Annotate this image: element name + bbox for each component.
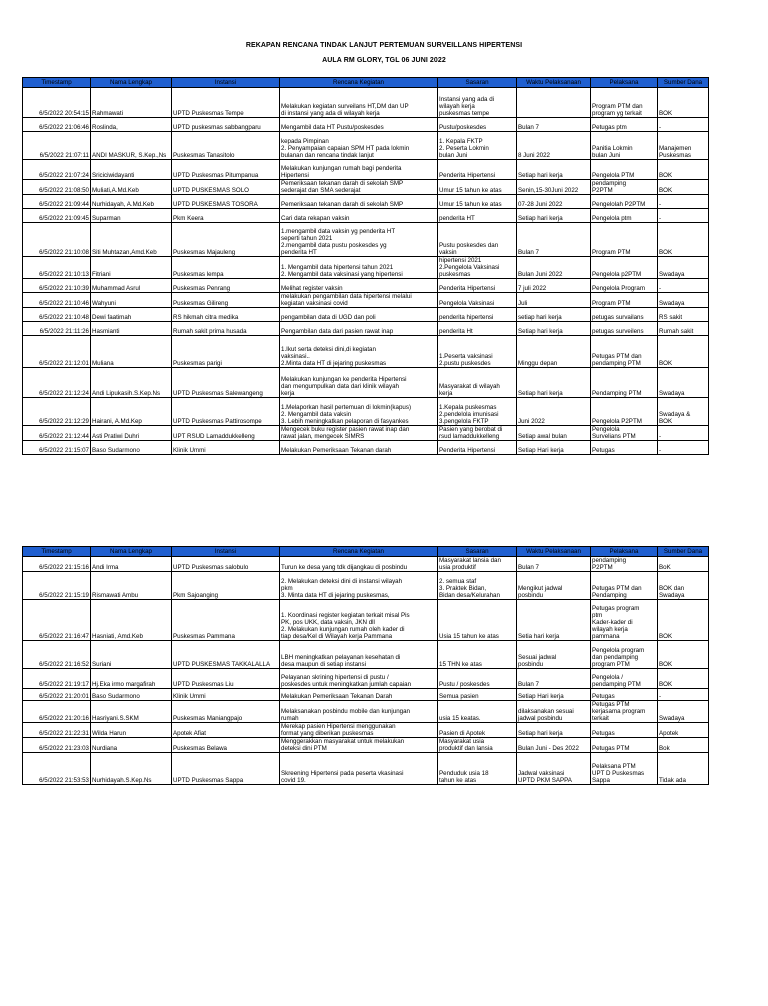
- cell-pelaksana: pendamping P2PTM: [591, 180, 658, 195]
- table-row: [23, 257, 709, 279]
- cell-nama-lengkap: Sriciciwidayanti: [91, 160, 172, 180]
- cell-sumber-dana: BOK: [658, 600, 709, 641]
- table-row: [23, 557, 709, 572]
- cell-sasaran: Pustu / poskesdes: [438, 669, 517, 689]
- cell-nama-lengkap: Hasniati, Amd.Keb: [91, 600, 172, 641]
- cell-sumber-dana: BOK: [658, 180, 709, 195]
- col-header-pelaksana: Pelaksana: [591, 547, 658, 557]
- cell-instansi: UPTD Puskesmas Pitumpanua: [172, 160, 280, 180]
- cell-instansi: Puskesmas lempa: [172, 257, 280, 279]
- cell-instansi: Puskesmas Pammana: [172, 600, 280, 641]
- col-header-sasaran: Sasaran: [438, 78, 517, 88]
- cell-pelaksana: Petugas: [591, 441, 658, 455]
- cell-waktu-pelaksanaan: Setiap hari kerja: [517, 209, 591, 223]
- cell-timestamp: 6/5/2022 21:08:50: [23, 180, 91, 195]
- cell-timestamp: 6/5/2022 21:20:16: [23, 701, 91, 723]
- table-row: [23, 753, 709, 785]
- cell-waktu-pelaksanaan: Senin,15-30Juni 2022: [517, 180, 591, 195]
- cell-pelaksana: petugas surveilens: [591, 322, 658, 336]
- cell-pelaksana: Pengelola / pendamping PTM: [591, 669, 658, 689]
- cell-sumber-dana: RS sakit: [658, 308, 709, 322]
- cell-waktu-pelaksanaan: Setiap hari kerja: [517, 368, 591, 398]
- cell-instansi: Puskesmas Tanasitolo: [172, 132, 280, 160]
- table-header-row: [23, 547, 709, 557]
- table-row: [23, 132, 709, 160]
- cell-instansi: UPTD PUSKESMAS TOSORA: [172, 195, 280, 209]
- table-row: [23, 195, 709, 209]
- cell-nama-lengkap: Rahmawati: [91, 88, 172, 118]
- cell-rencana-kegiatan: Melaksanakan posbindu mobile dan kunjungan rumah: [280, 701, 438, 723]
- cell-waktu-pelaksanaan: Setiap awal bulan: [517, 426, 591, 441]
- document-subtitle: AULA RM GLORY, TGL 06 JUNI 2022: [322, 57, 446, 64]
- cell-nama-lengkap: Baso Sudarmono: [91, 689, 172, 701]
- cell-waktu-pelaksanaan: Juni 2022: [517, 398, 591, 426]
- col-header-rencana-kegiatan: Rencana Kegiatan: [280, 547, 438, 557]
- cell-waktu-pelaksanaan: setiap hari kerja: [517, 308, 591, 322]
- table-row: [23, 738, 709, 753]
- cell-sasaran: 1. Kepala FKTP 2. Peserta Lokmin bulan Juni: [438, 132, 517, 160]
- cell-nama-lengkap: ANDI MASKUR, S.Kep.,Ns: [91, 132, 172, 160]
- cell-waktu-pelaksanaan: Bulan Juni - Des 2022: [517, 738, 591, 753]
- cell-instansi: Rumah sakit prima husada: [172, 322, 280, 336]
- col-header-sumber-dana: Sumber Dana: [658, 78, 709, 88]
- cell-rencana-kegiatan: Pemeriksaan tekanan darah di sekolah SMP sederajat dan SMA sederajat: [280, 180, 438, 195]
- table-row: [23, 368, 709, 398]
- cell-sasaran: 2. semua staf 3. Praktek Bidan, Bidan desa/Kelurahan: [438, 572, 517, 600]
- cell-waktu-pelaksanaan: Bulan Juni 2022: [517, 257, 591, 279]
- table-row: [23, 223, 709, 257]
- cell-sasaran: Umur 15 tahun ke atas: [438, 195, 517, 209]
- cell-sasaran: Penderita Hipertensi: [438, 279, 517, 293]
- cell-instansi: UPTD Puskesmas salobulo: [172, 557, 280, 572]
- cell-rencana-kegiatan: Melakukan kunjungan ke penderita Hipertensi dan mengumpulkan data dari klinik wilayah kerja: [280, 368, 438, 398]
- cell-waktu-pelaksanaan: Setiap hari kerja: [517, 322, 591, 336]
- cell-rencana-kegiatan: 1. Mengambil data hipertensi tahun 2021 2. Mengambil data vaksinasi yang hipertensi: [280, 257, 438, 279]
- cell-pelaksana: Pengelola p2PTM: [591, 257, 658, 279]
- col-header-timestamp: Timestamp: [23, 78, 91, 88]
- table-row: [23, 293, 709, 308]
- cell-sasaran: Pustu/poskesdes: [438, 118, 517, 132]
- cell-sasaran: 1.Kepala puskesmas 2.pendelola imunisasi 3.pengelola FKTP: [438, 398, 517, 426]
- cell-sasaran: Semua pasien: [438, 689, 517, 701]
- col-header-instansi: Instansi: [172, 547, 280, 557]
- cell-rencana-kegiatan: Mengecek buku register pasien rawat inap dan rawat jalan, mengecek SIMRS: [280, 426, 438, 441]
- cell-timestamp: 6/5/2022 21:15:16: [23, 557, 91, 572]
- cell-timestamp: 6/5/2022 20:54:15: [23, 88, 91, 118]
- cell-sumber-dana: Tidak ada: [658, 753, 709, 785]
- cell-sasaran: hipertensi 2021 2.Pengelola Vaksinasi puskesmas: [438, 257, 517, 279]
- col-header-nama-lengkap: Nama Lengkap: [91, 78, 172, 88]
- cell-instansi: UPTD puskesmas sabbangparu: [172, 118, 280, 132]
- cell-pelaksana: petugas survailans: [591, 308, 658, 322]
- cell-rencana-kegiatan: 1. Koordinasi register kegiatan terkait misal Pis PK, pos UKK, data vaksin, JKN dll 2. Melakukan kunjungan rumah oleh kader di tiap desa/Kel di Wilayah kerja Pammana: [280, 600, 438, 641]
- table-row: [23, 572, 709, 600]
- cell-instansi: Apotek Afiat: [172, 723, 280, 738]
- col-header-pelaksana: Pelaksana: [591, 78, 658, 88]
- cell-pelaksana: Petugas program ptm Kader-kader di wilayah kerja pammana: [591, 600, 658, 641]
- table-row: [23, 426, 709, 441]
- cell-timestamp: 6/5/2022 21:22:31: [23, 723, 91, 738]
- cell-instansi: Puskesmas Penrang: [172, 279, 280, 293]
- cell-timestamp: 6/5/2022 21:12:01: [23, 336, 91, 368]
- cell-sumber-dana: BOK: [658, 669, 709, 689]
- cell-instansi: UPTD PUSKESMAS SOLO: [172, 180, 280, 195]
- cell-pelaksana: Petugas PTM dan pendamping PTM: [591, 336, 658, 368]
- cell-timestamp: 6/5/2022 21:16:47: [23, 600, 91, 641]
- cell-rencana-kegiatan: kepada Pimpinan 2. Penyampaian capaian SPM HT pada lokmin bulanan dan rencana tindak lanjut: [280, 132, 438, 160]
- cell-nama-lengkap: Suparman: [91, 209, 172, 223]
- table-row: [23, 322, 709, 336]
- cell-timestamp: 6/5/2022 21:15:07: [23, 441, 91, 455]
- cell-sumber-dana: Swadaya & BOK: [658, 398, 709, 426]
- cell-rencana-kegiatan: Melakukan Pemeriksaan Tekanan Darah: [280, 689, 438, 701]
- cell-sumber-dana: Swadaya: [658, 368, 709, 398]
- cell-pelaksana: Pengelola program dan pendamping program PTM: [591, 641, 658, 669]
- cell-rencana-kegiatan: Merekap pasien Hipertensi menggunakan format yang diberikan puskesmas: [280, 723, 438, 738]
- cell-timestamp: 6/5/2022 21:15:19: [23, 572, 91, 600]
- cell-instansi: Puskesmas Gilireng: [172, 293, 280, 308]
- cell-timestamp: 6/5/2022 21:10:08: [23, 223, 91, 257]
- cell-waktu-pelaksanaan: Setiap hari kerja: [517, 723, 591, 738]
- col-header-rencana-kegiatan: Rencana Kegiatan: [280, 78, 438, 88]
- col-header-waktu-pelaksanaan: Waktu Pelaksanaan: [517, 78, 591, 88]
- cell-pelaksana: Pendamping PTM: [591, 368, 658, 398]
- cell-rencana-kegiatan: 2. Melakukan deteksi dini di instansi wilayah pkm 3. Minta data HT di jejaring puskesmas,: [280, 572, 438, 600]
- cell-rencana-kegiatan: 1.Ikut serta deteksi dini,di kegiatan vaksinasi.. 2.Minta data HT di jejaring puskesmas: [280, 336, 438, 368]
- cell-pelaksana: Pelaksana PTM UPT D Puskesmas Sappa: [591, 753, 658, 785]
- cell-pelaksana: Pengelola P2PTM: [591, 398, 658, 426]
- cell-timestamp: 6/5/2022 21:23:03: [23, 738, 91, 753]
- cell-instansi: RS hikmah citra medika: [172, 308, 280, 322]
- table-row: [23, 279, 709, 293]
- rencana-table-2: [22, 546, 709, 785]
- cell-waktu-pelaksanaan: [517, 88, 591, 118]
- cell-timestamp: 6/5/2022 21:19:17: [23, 669, 91, 689]
- cell-timestamp: 6/5/2022 21:11:26: [23, 322, 91, 336]
- cell-sumber-dana: BOK: [658, 641, 709, 669]
- cell-nama-lengkap: Nurhidayah.S.Kep.Ns: [91, 753, 172, 785]
- cell-sasaran: Pasien yang berobat di rsud lamaddukkelleng: [438, 426, 517, 441]
- cell-pelaksana: Panitia Lokmin bulan Juni: [591, 132, 658, 160]
- cell-instansi: UPTD Puskesmas Pattirosompe: [172, 398, 280, 426]
- cell-nama-lengkap: Siti Muhtazan,Amd.Keb: [91, 223, 172, 257]
- cell-sumber-dana: BoK: [658, 557, 709, 572]
- cell-sasaran: Masyarakat lansia dan usia produktif: [438, 557, 517, 572]
- cell-pelaksana: Pengelola PTM: [591, 160, 658, 180]
- cell-waktu-pelaksanaan: Sesuai jadwal posbindu: [517, 641, 591, 669]
- cell-instansi: Puskesmas Majauleng: [172, 223, 280, 257]
- rencana-table-1: [22, 77, 709, 455]
- cell-sumber-dana: -: [658, 209, 709, 223]
- cell-sasaran: usia 15 keatas.: [438, 701, 517, 723]
- table-row: [23, 441, 709, 455]
- cell-sumber-dana: -: [658, 441, 709, 455]
- cell-waktu-pelaksanaan: Bulan 7: [517, 118, 591, 132]
- cell-sasaran: 1.Peserta vaksinasi 2.pustu puskesdes: [438, 336, 517, 368]
- document-title: REKAPAN RENCANA TINDAK LANJUT PERTEMUAN SURVEILLANS HIPERTENSI: [245, 42, 523, 49]
- cell-sumber-dana: Rumah sakit: [658, 322, 709, 336]
- cell-rencana-kegiatan: Turun ke desa yang tdk dijangkau di posbindu: [280, 557, 438, 572]
- cell-pelaksana: Pengelolah P2PTM: [591, 195, 658, 209]
- cell-waktu-pelaksanaan: Setiap Hari kerja: [517, 689, 591, 701]
- table-row: [23, 209, 709, 223]
- cell-timestamp: 6/5/2022 21:20:01: [23, 689, 91, 701]
- cell-waktu-pelaksanaan: Jadwal vaksinasi UPTD PKM SAPPA: [517, 753, 591, 785]
- cell-timestamp: 6/5/2022 21:09:45: [23, 209, 91, 223]
- cell-nama-lengkap: Dewi faatimah: [91, 308, 172, 322]
- cell-nama-lengkap: Nurhidayah, A.Md.Keb: [91, 195, 172, 209]
- table-row: [23, 118, 709, 132]
- cell-sasaran: penderita HT: [438, 209, 517, 223]
- cell-sumber-dana: BOK: [658, 88, 709, 118]
- cell-rencana-kegiatan: Mengambil data HT Pustu/poskesdes: [280, 118, 438, 132]
- cell-nama-lengkap: Wilda Harun: [91, 723, 172, 738]
- cell-rencana-kegiatan: pengambilan data di UGD dan poli: [280, 308, 438, 322]
- cell-nama-lengkap: Muliana: [91, 336, 172, 368]
- cell-sumber-dana: Swadaya: [658, 257, 709, 279]
- cell-rencana-kegiatan: Cari data rekapan vaksin: [280, 209, 438, 223]
- table-row: [23, 308, 709, 322]
- cell-rencana-kegiatan: 1.Melaporkan hasil pertemuan di lokmin(kapus) 2. Mengambil data vaksin 3. Lebih meningkatkan pelaporan di fasyankes: [280, 398, 438, 426]
- cell-rencana-kegiatan: 1.mengambil data vaksin yg penderita HT seperti tahun 2021 2.mengambil data pustu poskesdes yg penderita HT: [280, 223, 438, 257]
- cell-rencana-kegiatan: LBH meningkatkan pelayanan kesehatan di desa maupun di setiap instansi: [280, 641, 438, 669]
- cell-nama-lengkap: Nurdiana: [91, 738, 172, 753]
- cell-timestamp: 6/5/2022 21:16:52: [23, 641, 91, 669]
- cell-nama-lengkap: Hairani, A.Md.Kep: [91, 398, 172, 426]
- col-header-sasaran: Sasaran: [438, 547, 517, 557]
- cell-waktu-pelaksanaan: dilaksanakan sesuai jadwal posbindu: [517, 701, 591, 723]
- cell-instansi: Pkm Keera: [172, 209, 280, 223]
- col-header-instansi: Instansi: [172, 78, 280, 88]
- cell-waktu-pelaksanaan: 7 juli 2022: [517, 279, 591, 293]
- cell-sumber-dana: Manajemen Puskesmas: [658, 132, 709, 160]
- cell-rencana-kegiatan: Melakukan kunjungan rumah bagi penderita Hipertensi: [280, 160, 438, 180]
- cell-pelaksana: Petugas PTM: [591, 738, 658, 753]
- cell-sumber-dana: Bok: [658, 738, 709, 753]
- cell-rencana-kegiatan: melakukan pengambilan data hipertensi melalui kegiatan vaksinasi covid: [280, 293, 438, 308]
- table-header-row: [23, 78, 709, 88]
- cell-nama-lengkap: Hasriyani.S.SKM: [91, 701, 172, 723]
- cell-pelaksana: Petugas PTM kerjasama program terkait: [591, 701, 658, 723]
- cell-nama-lengkap: Muliati,A.Md.Keb: [91, 180, 172, 195]
- cell-rencana-kegiatan: Melihat register vaksin: [280, 279, 438, 293]
- cell-pelaksana: pendamping P2PTM: [591, 557, 658, 572]
- cell-sumber-dana: BOK: [658, 160, 709, 180]
- cell-timestamp: 6/5/2022 21:07:24: [23, 160, 91, 180]
- cell-timestamp: 6/5/2022 21:10:13: [23, 257, 91, 279]
- cell-rencana-kegiatan: Pemeriksaan tekanan darah di sekolah SMP: [280, 195, 438, 209]
- cell-instansi: Klinik Ummi: [172, 441, 280, 455]
- cell-nama-lengkap: Roslinda,: [91, 118, 172, 132]
- cell-sumber-dana: -: [658, 426, 709, 441]
- table-row: [23, 669, 709, 689]
- table-row: [23, 88, 709, 118]
- cell-timestamp: 6/5/2022 21:12:24: [23, 368, 91, 398]
- cell-rencana-kegiatan: Melakukan kegiatan surveilans HT,DM dan UP di instansi yang ada di wilayah kerja: [280, 88, 438, 118]
- cell-nama-lengkap: Baso Sudarmono: [91, 441, 172, 455]
- cell-pelaksana: Petugas: [591, 689, 658, 701]
- cell-pelaksana: Pengelola Program: [591, 279, 658, 293]
- cell-waktu-pelaksanaan: Juli: [517, 293, 591, 308]
- cell-nama-lengkap: Andi Irma: [91, 557, 172, 572]
- cell-instansi: Pkm Sajoanging: [172, 572, 280, 600]
- cell-pelaksana: Pengelola ptm: [591, 209, 658, 223]
- cell-instansi: Puskesmas Maniangpajo: [172, 701, 280, 723]
- cell-timestamp: 6/5/2022 21:06:46: [23, 118, 91, 132]
- cell-pelaksana: Pengelola Survelians PTM: [591, 426, 658, 441]
- cell-rencana-kegiatan: Pelayanan skrining hipertensi di pustu / poskesdes untuk meningkatkan jumlah capaian: [280, 669, 438, 689]
- col-header-waktu-pelaksanaan: Waktu Pelaksanaan: [517, 547, 591, 557]
- cell-sasaran: Pasien di Apotek: [438, 723, 517, 738]
- table-row: [23, 180, 709, 195]
- cell-sasaran: Usia 15 tahun ke atas: [438, 600, 517, 641]
- cell-timestamp: 6/5/2022 21:10:48: [23, 308, 91, 322]
- cell-waktu-pelaksanaan: Setia hari kerja: [517, 600, 591, 641]
- cell-instansi: UPTD Puskesmas Liu: [172, 669, 280, 689]
- cell-rencana-kegiatan: Skreening Hipertensi pada peserta vkasinasi covid 19.: [280, 753, 438, 785]
- cell-instansi: Puskesmas Belawa: [172, 738, 280, 753]
- table-row: [23, 398, 709, 426]
- cell-sasaran: Masyarakat usia produktif dan lansia: [438, 738, 517, 753]
- cell-sumber-dana: Swadaya: [658, 293, 709, 308]
- col-header-timestamp: Timestamp: [23, 547, 91, 557]
- cell-sumber-dana: BOK: [658, 223, 709, 257]
- cell-sasaran: 15 THN ke atas: [438, 641, 517, 669]
- cell-timestamp: 6/5/2022 21:12:29: [23, 398, 91, 426]
- table-row: [23, 336, 709, 368]
- cell-instansi: Puskesmas parigi: [172, 336, 280, 368]
- cell-sasaran: Penduduk usia 18 tahun ke atas: [438, 753, 517, 785]
- cell-pelaksana: Petugas PTM dan Pendamping: [591, 572, 658, 600]
- cell-instansi: UPTD PUSKESMAS TAKKALALLA: [172, 641, 280, 669]
- cell-instansi: UPTD Puskesmas Sappa: [172, 753, 280, 785]
- cell-waktu-pelaksanaan: Setiap Hari kerja: [517, 441, 591, 455]
- cell-sumber-dana: Apotek: [658, 723, 709, 738]
- cell-waktu-pelaksanaan: 8 Juni 2022: [517, 132, 591, 160]
- table-row: [23, 160, 709, 180]
- cell-nama-lengkap: Wahyuni: [91, 293, 172, 308]
- cell-waktu-pelaksanaan: Bulan 7: [517, 669, 591, 689]
- cell-sasaran: penderita hipertensi: [438, 308, 517, 322]
- cell-nama-lengkap: Asti Pratiwi Duhri: [91, 426, 172, 441]
- cell-sumber-dana: -: [658, 195, 709, 209]
- cell-pelaksana: Program PTM: [591, 293, 658, 308]
- cell-pelaksana: Petugas ptm: [591, 118, 658, 132]
- cell-timestamp: 6/5/2022 21:12:44: [23, 426, 91, 441]
- cell-waktu-pelaksanaan: Setiap hari kerja: [517, 160, 591, 180]
- cell-sumber-dana: BOK dan Swadaya: [658, 572, 709, 600]
- cell-sumber-dana: -: [658, 689, 709, 701]
- table-row: [23, 689, 709, 701]
- cell-waktu-pelaksanaan: 07-28 Juni 2022: [517, 195, 591, 209]
- cell-pelaksana: Program PTM: [591, 223, 658, 257]
- cell-sasaran: Instansi yang ada di wilayah kerja puskesmas tempe: [438, 88, 517, 118]
- cell-sasaran: Penderita Hipertensi: [438, 441, 517, 455]
- cell-instansi: Klinik Ummi: [172, 689, 280, 701]
- cell-nama-lengkap: Suriani: [91, 641, 172, 669]
- col-header-nama-lengkap: Nama Lengkap: [91, 547, 172, 557]
- cell-sumber-dana: BOK: [658, 336, 709, 368]
- table-row: [23, 600, 709, 641]
- cell-sasaran: Penderita Hipertensi: [438, 160, 517, 180]
- cell-sasaran: Masyarakat di wilayah kerja: [438, 368, 517, 398]
- table-row: [23, 641, 709, 669]
- cell-sasaran: Pustu poskesdes dan vaksin: [438, 223, 517, 257]
- cell-waktu-pelaksanaan: Mengikut jadwal posbindu: [517, 572, 591, 600]
- cell-sumber-dana: -: [658, 279, 709, 293]
- cell-instansi: UPTD Puskesmas Salewangeng: [172, 368, 280, 398]
- cell-nama-lengkap: Rismawati Ambu: [91, 572, 172, 600]
- cell-waktu-pelaksanaan: Minggu depan: [517, 336, 591, 368]
- cell-nama-lengkap: Muhammad Asrul: [91, 279, 172, 293]
- cell-pelaksana: Petugas: [591, 723, 658, 738]
- cell-nama-lengkap: Andi Lipukasih.S.Kep.Ns: [91, 368, 172, 398]
- cell-nama-lengkap: Fitriani: [91, 257, 172, 279]
- cell-sumber-dana: -: [658, 118, 709, 132]
- cell-timestamp: 6/5/2022 21:09:44: [23, 195, 91, 209]
- col-header-sumber-dana: Sumber Dana: [658, 547, 709, 557]
- cell-rencana-kegiatan: Melakukan Pemeriksaan Tekanan darah: [280, 441, 438, 455]
- cell-rencana-kegiatan: Pengambilan data dari pasien rawat inap: [280, 322, 438, 336]
- cell-rencana-kegiatan: Menggerakkan masyarakat untuk melakukan deteksi dini PTM: [280, 738, 438, 753]
- cell-nama-lengkap: Hj.Eka irmo margafirah: [91, 669, 172, 689]
- cell-sasaran: Umur 15 tahun ke atas: [438, 180, 517, 195]
- cell-timestamp: 6/5/2022 21:07:11: [23, 132, 91, 160]
- cell-timestamp: 6/5/2022 21:53:53: [23, 753, 91, 785]
- cell-sasaran: Pengelola Vaksinasi: [438, 293, 517, 308]
- cell-sasaran: penderita Ht: [438, 322, 517, 336]
- cell-instansi: UPTD Puskesmas Tempe: [172, 88, 280, 118]
- cell-timestamp: 6/5/2022 21:10:46: [23, 293, 91, 308]
- cell-timestamp: 6/5/2022 21:10:39: [23, 279, 91, 293]
- table-row: [23, 723, 709, 738]
- cell-waktu-pelaksanaan: Bulan 7: [517, 557, 591, 572]
- cell-pelaksana: Program PTM dan program yg terkait: [591, 88, 658, 118]
- cell-waktu-pelaksanaan: Bulan 7: [517, 223, 591, 257]
- cell-sumber-dana: Swadaya: [658, 701, 709, 723]
- cell-nama-lengkap: Hasmianti: [91, 322, 172, 336]
- cell-instansi: UPT RSUD Lamaddukkelleng: [172, 426, 280, 441]
- table-row: [23, 701, 709, 723]
